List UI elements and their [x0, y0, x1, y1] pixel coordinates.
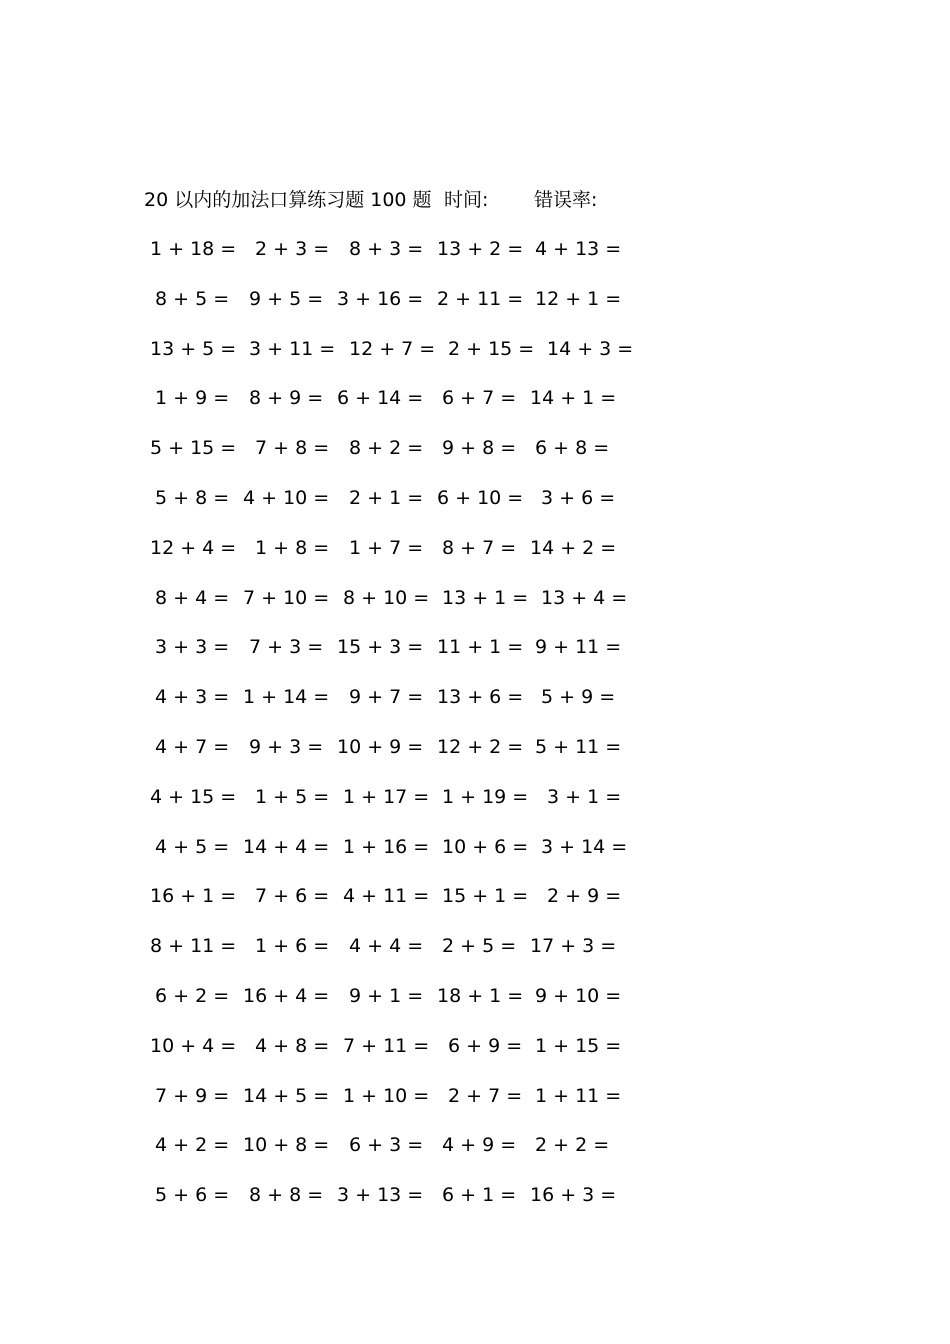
addition-problem: 2 + 3 =	[255, 238, 330, 260]
addition-problem: 16 + 3 =	[530, 1184, 617, 1207]
addition-problem: 8 + 2 =	[349, 437, 424, 460]
time-label: 时间:	[444, 189, 489, 211]
addition-problem: 7 + 10 =	[243, 586, 330, 609]
addition-problem: 6 + 1 =	[442, 1184, 517, 1207]
addition-problem: 1 + 16 =	[343, 835, 430, 858]
addition-problem: 1 + 6 =	[255, 935, 330, 958]
addition-problem: 1 + 7 =	[349, 536, 424, 559]
addition-problem: 10 + 6 =	[442, 835, 529, 858]
addition-problem: 12 + 1 =	[535, 287, 622, 310]
addition-problem: 2 + 11 =	[437, 287, 524, 310]
addition-problem: 2 + 1 =	[349, 486, 424, 509]
addition-problem: 15 + 3 =	[337, 636, 424, 659]
addition-problem: 7 + 6 =	[255, 885, 330, 908]
addition-problem: 13 + 6 =	[437, 686, 524, 709]
problem-row	[0, 583, 950, 633]
addition-problem: 13 + 5 =	[150, 337, 237, 360]
addition-problem: 3 + 6 =	[541, 486, 616, 509]
addition-problem: 2 + 9 =	[547, 885, 622, 908]
addition-problem: 4 + 10 =	[243, 486, 330, 509]
addition-problem: 3 + 1 =	[547, 785, 622, 808]
addition-problem: 4 + 5 =	[155, 835, 230, 858]
addition-problem: 5 + 11 =	[535, 735, 622, 758]
addition-problem: 9 + 3 =	[249, 735, 324, 758]
problem-row	[0, 234, 950, 284]
addition-problem: 6 + 3 =	[349, 1134, 424, 1157]
problem-row	[0, 1180, 950, 1230]
problem-row	[0, 931, 950, 981]
addition-problem: 8 + 4 =	[155, 586, 230, 609]
addition-problem: 2 + 2 =	[535, 1134, 610, 1157]
addition-problem: 5 + 6 =	[155, 1184, 230, 1207]
problem-row	[0, 383, 950, 433]
error-rate-label: 错误率:	[534, 189, 598, 211]
addition-problem: 12 + 4 =	[150, 536, 237, 559]
problem-row	[0, 782, 950, 832]
addition-problem: 6 + 2 =	[155, 984, 230, 1007]
problem-row	[0, 1031, 950, 1081]
addition-problem: 14 + 2 =	[530, 536, 617, 559]
addition-problem: 12 + 2 =	[437, 735, 524, 758]
addition-problem: 4 + 9 =	[442, 1134, 517, 1157]
problem-row	[0, 334, 950, 384]
problem-row	[0, 832, 950, 882]
addition-problem: 18 + 1 =	[437, 984, 524, 1007]
problem-row	[0, 533, 950, 583]
addition-problem: 6 + 7 =	[442, 387, 517, 410]
addition-problem: 3 + 13 =	[337, 1184, 424, 1207]
addition-problem: 9 + 10 =	[535, 984, 622, 1007]
addition-problem: 7 + 9 =	[155, 1084, 230, 1107]
addition-problem: 16 + 4 =	[243, 984, 330, 1007]
addition-problem: 7 + 3 =	[249, 636, 324, 659]
problem-row	[0, 632, 950, 682]
problem-row	[0, 1130, 950, 1180]
addition-problem: 12 + 7 =	[349, 337, 436, 360]
addition-problem: 6 + 14 =	[337, 387, 424, 410]
addition-problem: 8 + 8 =	[249, 1184, 324, 1207]
addition-problem: 1 + 14 =	[243, 686, 330, 709]
addition-problem: 3 + 16 =	[337, 287, 424, 310]
addition-problem: 5 + 8 =	[155, 486, 230, 509]
problem-row	[0, 732, 950, 782]
addition-problem: 13 + 4 =	[541, 586, 628, 609]
addition-problem: 14 + 5 =	[243, 1084, 330, 1107]
addition-problem: 1 + 18 =	[150, 238, 237, 260]
problem-row	[0, 483, 950, 533]
addition-problem: 4 + 4 =	[349, 935, 424, 958]
addition-problem: 1 + 19 =	[442, 785, 529, 808]
addition-problem: 6 + 8 =	[535, 437, 610, 460]
problem-row	[0, 981, 950, 1031]
addition-problem: 10 + 8 =	[243, 1134, 330, 1157]
problem-row	[0, 1081, 950, 1131]
addition-problem: 10 + 9 =	[337, 735, 424, 758]
addition-problem: 15 + 1 =	[442, 885, 529, 908]
addition-problem: 2 + 7 =	[448, 1084, 523, 1107]
addition-problem: 3 + 3 =	[155, 636, 230, 659]
addition-problem: 10 + 4 =	[150, 1034, 237, 1057]
addition-problem: 7 + 8 =	[255, 437, 330, 460]
addition-problem: 4 + 8 =	[255, 1034, 330, 1057]
problem-row	[0, 682, 950, 732]
addition-problem: 17 + 3 =	[530, 935, 617, 958]
addition-problem: 1 + 10 =	[343, 1084, 430, 1107]
addition-problem: 8 + 11 =	[150, 935, 237, 958]
problem-row	[0, 881, 950, 931]
addition-problem: 6 + 9 =	[448, 1034, 523, 1057]
problem-grid	[0, 234, 950, 1230]
addition-problem: 4 + 7 =	[155, 735, 230, 758]
addition-problem: 13 + 2 =	[437, 238, 524, 260]
addition-problem: 9 + 8 =	[442, 437, 517, 460]
addition-problem: 1 + 9 =	[155, 387, 230, 410]
addition-problem: 3 + 11 =	[249, 337, 336, 360]
addition-problem: 5 + 15 =	[150, 437, 237, 460]
addition-problem: 1 + 5 =	[255, 785, 330, 808]
addition-problem: 1 + 8 =	[255, 536, 330, 559]
addition-problem: 13 + 1 =	[442, 586, 529, 609]
addition-problem: 3 + 14 =	[541, 835, 628, 858]
addition-problem: 14 + 3 =	[547, 337, 634, 360]
addition-problem: 7 + 11 =	[343, 1034, 430, 1057]
addition-problem: 11 + 1 =	[437, 636, 524, 659]
addition-problem: 4 + 2 =	[155, 1134, 230, 1157]
addition-problem: 8 + 9 =	[249, 387, 324, 410]
addition-problem: 4 + 13 =	[535, 238, 622, 260]
addition-problem: 1 + 17 =	[343, 785, 430, 808]
addition-problem: 5 + 9 =	[541, 686, 616, 709]
addition-problem: 9 + 7 =	[349, 686, 424, 709]
problem-row	[0, 433, 950, 483]
addition-problem: 9 + 1 =	[349, 984, 424, 1007]
addition-problem: 9 + 11 =	[535, 636, 622, 659]
addition-problem: 16 + 1 =	[150, 885, 237, 908]
addition-problem: 14 + 4 =	[243, 835, 330, 858]
addition-problem: 4 + 11 =	[343, 885, 430, 908]
addition-problem: 1 + 11 =	[535, 1084, 622, 1107]
addition-problem: 9 + 5 =	[249, 287, 324, 310]
addition-problem: 4 + 3 =	[155, 686, 230, 709]
addition-problem: 8 + 3 =	[349, 238, 424, 260]
addition-problem: 8 + 5 =	[155, 287, 230, 310]
worksheet-title: 20 以内的加法口算练习题 100 题	[144, 189, 432, 211]
addition-problem: 8 + 10 =	[343, 586, 430, 609]
problem-row	[0, 284, 950, 334]
addition-problem: 1 + 15 =	[535, 1034, 622, 1057]
addition-problem: 2 + 15 =	[448, 337, 535, 360]
addition-problem: 8 + 7 =	[442, 536, 517, 559]
addition-problem: 14 + 1 =	[530, 387, 617, 410]
addition-problem: 2 + 5 =	[442, 935, 517, 958]
addition-problem: 6 + 10 =	[437, 486, 524, 509]
addition-problem: 4 + 15 =	[150, 785, 237, 808]
